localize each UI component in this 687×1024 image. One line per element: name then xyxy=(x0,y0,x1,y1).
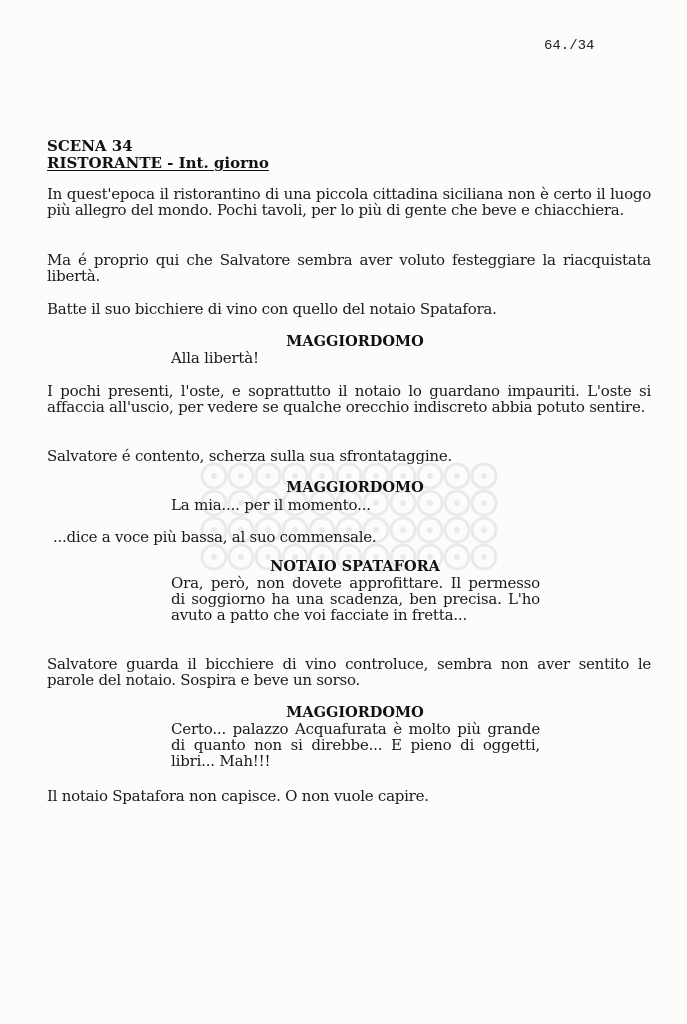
action-paragraph: In quest'epoca il ristorantino di una piccola cittadina siciliana non è certo il luogo più allegro del mondo. Pochi tavoli, per lo più di gente che beve e chiacchiera. xyxy=(47,185,651,219)
scene-heading xyxy=(47,138,269,172)
action-paragraph: ...dice a voce più bassa, al suo commensale. xyxy=(53,528,377,546)
dialogue-line: Ora, però, non dovete approfittare. Il permesso di soggiorno ha una scadenza, ben precisa. L'ho avuto a patto che voi facciate in fretta... xyxy=(171,574,540,624)
scene-number: SCENA 34 xyxy=(47,137,133,155)
character-name: MAGGIORDOMO xyxy=(286,479,424,496)
action-paragraph: Salvatore guarda il bicchiere di vino controluce, sembra non aver sentito le parole del notaio. Sospira e beve un sorso. xyxy=(47,655,651,689)
action-paragraph: Ma é proprio qui che Salvatore sembra aver voluto festeggiare la riacquistata libertà. xyxy=(47,251,651,285)
dialogue-line: Alla libertà! xyxy=(171,349,259,367)
character-name: NOTAIO SPATAFORA xyxy=(270,558,440,575)
watermark-dot xyxy=(265,473,271,479)
dialogue-line: Certo... palazzo Acquafurata è molto più grande di quanto non si direbbe... E pieno di oggetti, libri... Mah!!! xyxy=(171,720,540,770)
action-paragraph: Salvatore é contento, scherza sulla sua sfrontataggine. xyxy=(47,447,452,465)
watermark-dot xyxy=(427,473,433,479)
character-name: MAGGIORDOMO xyxy=(286,333,424,350)
action-paragraph: Il notaio Spatafora non capisce. O non vuole capire. xyxy=(47,787,429,805)
dialogue-line: La mia.... per il momento... xyxy=(171,496,371,514)
character-name: MAGGIORDOMO xyxy=(286,704,424,721)
watermark-dot xyxy=(454,473,460,479)
watermark-dot xyxy=(481,473,487,479)
action-paragraph: Batte il suo bicchiere di vino con quello del notaio Spatafora. xyxy=(47,300,497,318)
scene-location: RISTORANTE - Int. giorno xyxy=(47,154,269,172)
watermark-dot xyxy=(211,473,217,479)
page-number: 64./34 xyxy=(544,38,595,54)
watermark-dot xyxy=(238,473,244,479)
action-paragraph: I pochi presenti, l'oste, e soprattutto il notaio lo guardano impauriti. L'oste si affaccia all'uscio, per vedere se qualche orecchio indiscreto abbia potuto sentire. xyxy=(47,382,651,416)
